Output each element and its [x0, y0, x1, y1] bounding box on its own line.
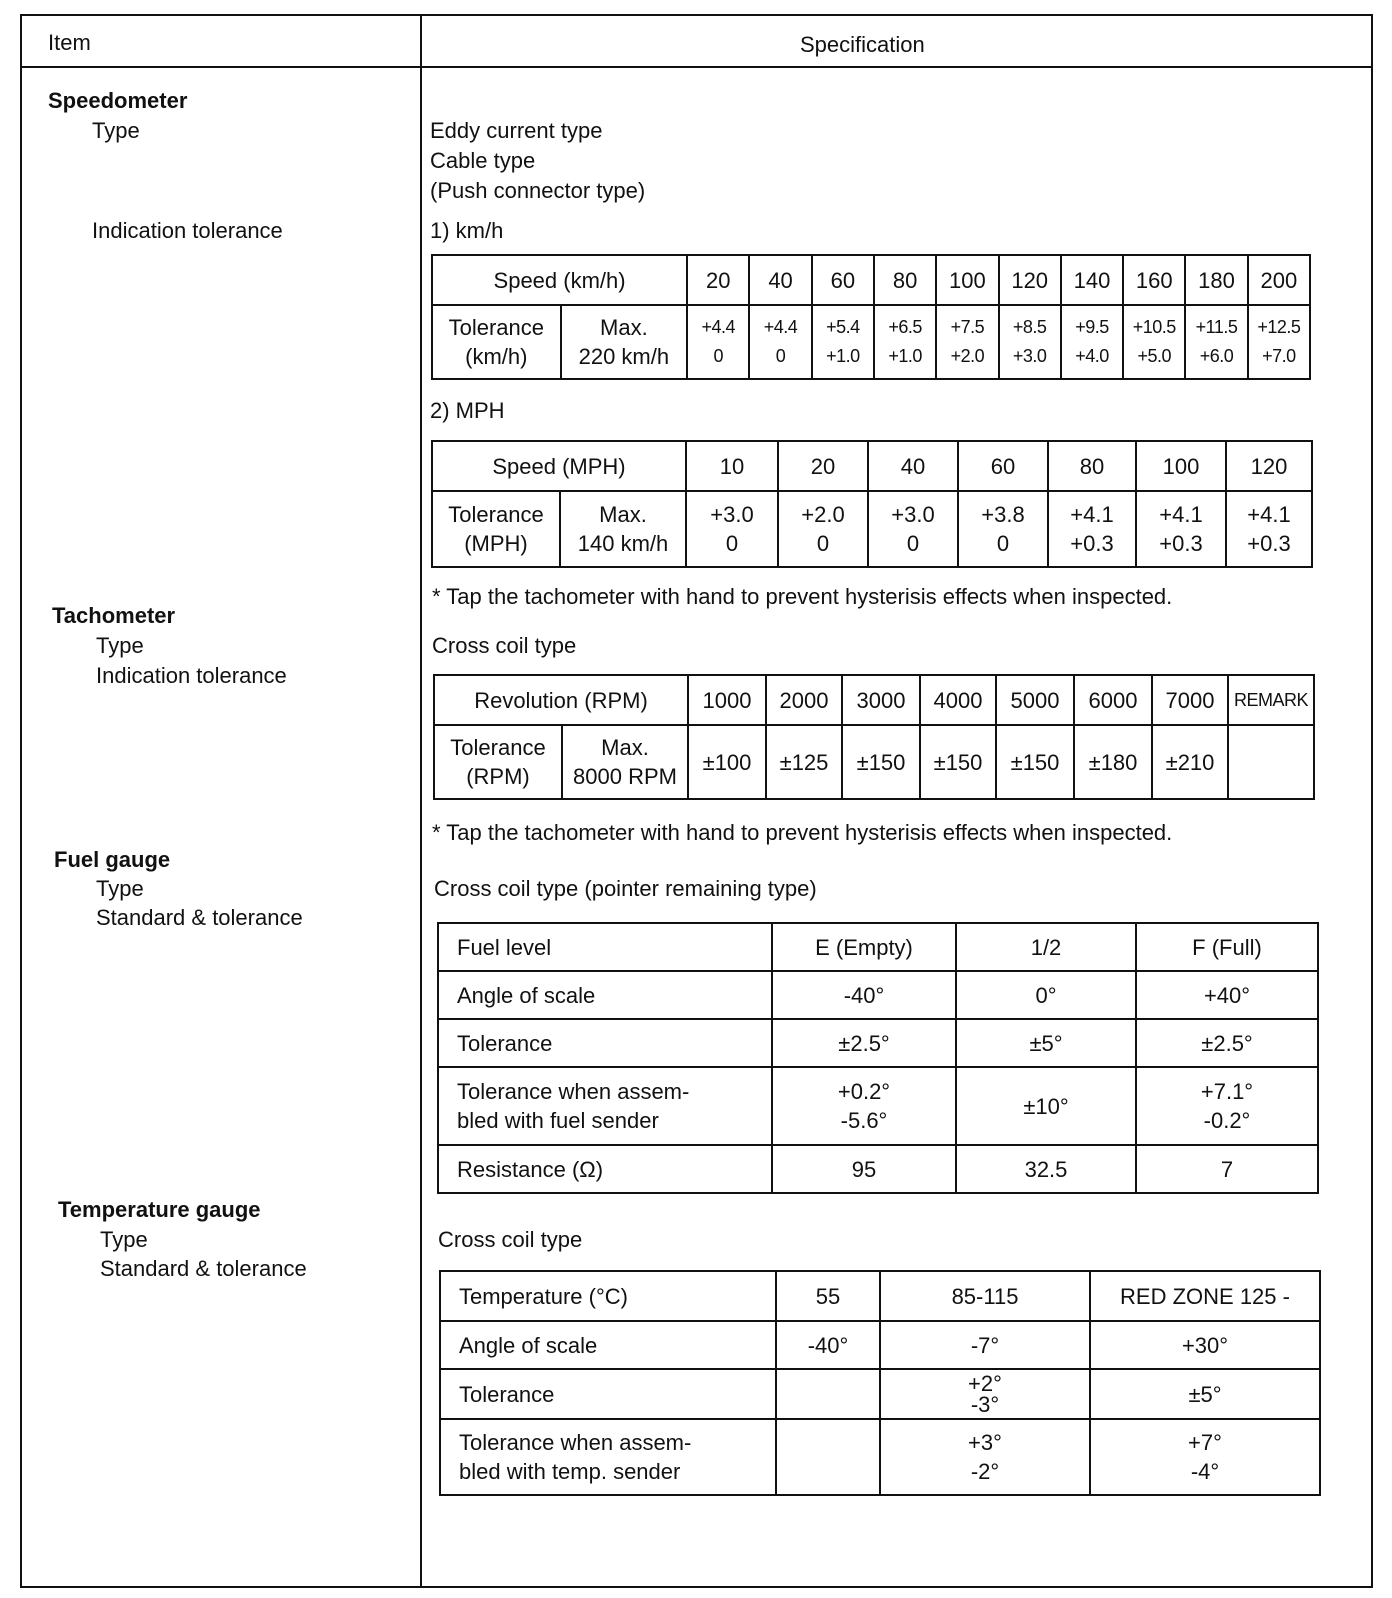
rpm-tolerance-cell: ±150: [920, 725, 996, 799]
fuel-level-cell: E (Empty): [772, 923, 956, 971]
kmh-speed-cell: 100: [936, 255, 998, 305]
kmh-heading: 1) km/h: [430, 218, 504, 243]
kmh-tolerance-cell: +7.5 +2.0: [936, 305, 998, 379]
fuel-resistance-row: [438, 1145, 1318, 1193]
mph-tolerance-cell: +3.0 0: [868, 491, 958, 567]
fuel-angle-cell: -40°: [772, 971, 956, 1019]
speedometer-type-value-1: Eddy current type: [430, 118, 603, 143]
fuel-tolerance-cell: ±5°: [956, 1019, 1136, 1067]
temperature-cell: RED ZONE 125 -: [1090, 1271, 1320, 1321]
fuel-assembled-row: [438, 1067, 1318, 1145]
temperature-gauge-standard-label: Standard & tolerance: [100, 1256, 307, 1281]
speedometer-note: * Tap the tachometer with hand to prevent hysterisis effects when inspected.: [432, 584, 1173, 609]
fuel-tolerance-cell: ±2.5°: [1136, 1019, 1318, 1067]
mph-max-label: Max. 140 km/h: [560, 491, 686, 567]
mph-tolerance-cell: +2.0 0: [778, 491, 868, 567]
kmh-tolerance-table: [431, 254, 1311, 380]
fuel-level-label: Fuel level: [438, 923, 772, 971]
kmh-speed-cell: 160: [1123, 255, 1185, 305]
temperature-cell: 55: [776, 1271, 880, 1321]
temp-assembled-label: Tolerance when assem- bled with temp. sender: [440, 1419, 776, 1495]
mph-speed-cell: 60: [958, 441, 1048, 491]
rpm-tolerance-cell: ±150: [842, 725, 920, 799]
rpm-cell: 4000: [920, 675, 996, 725]
fuel-gauge-table: [437, 922, 1319, 1194]
kmh-speed-cell: 140: [1061, 255, 1123, 305]
mph-tolerance-cell: +4.1 +0.3: [1136, 491, 1226, 567]
kmh-tolerance-cell: +6.5 +1.0: [874, 305, 936, 379]
fuel-tolerance-row: [438, 1019, 1318, 1067]
fuel-gauge-standard-label: Standard & tolerance: [96, 905, 303, 930]
temperature-cell: 85-115: [880, 1271, 1090, 1321]
mph-tolerance-row: [432, 491, 1312, 567]
kmh-tolerance-cell: +10.5 +5.0: [1123, 305, 1185, 379]
speedometer-title: Speedometer: [48, 88, 188, 113]
temperature-row: [440, 1271, 1320, 1321]
temp-tolerance-cell: [776, 1369, 880, 1419]
tachometer-note: * Tap the tachometer with hand to prevent hysterisis effects when inspected.: [432, 820, 1173, 845]
temp-tolerance-label: Tolerance: [440, 1369, 776, 1419]
fuel-angle-cell: +40°: [1136, 971, 1318, 1019]
kmh-tolerance-cell: +5.4 +1.0: [812, 305, 874, 379]
temperature-gauge-title: Temperature gauge: [58, 1197, 261, 1222]
temp-angle-row: [440, 1321, 1320, 1369]
temp-tolerance-row: [440, 1369, 1320, 1419]
rpm-tolerance-cell: ±210: [1152, 725, 1228, 799]
fuel-resistance-cell: 32.5: [956, 1145, 1136, 1193]
speedometer-type-value-2: Cable type: [430, 148, 536, 173]
rpm-label: Revolution (RPM): [434, 675, 688, 725]
fuel-gauge-title: Fuel gauge: [54, 847, 171, 872]
tachometer-type-value: Cross coil type: [432, 633, 577, 658]
fuel-resistance-cell: 95: [772, 1145, 956, 1193]
kmh-tolerance-cell: +8.5 +3.0: [999, 305, 1061, 379]
rpm-tolerance-cell: ±125: [766, 725, 842, 799]
mph-tolerance-cell: +4.1 +0.3: [1048, 491, 1136, 567]
remark-cell: [1228, 725, 1314, 799]
fuel-assembled-cell: +0.2° -5.6°: [772, 1067, 956, 1145]
mph-speed-cell: 40: [868, 441, 958, 491]
mph-tolerance-table: [431, 440, 1313, 568]
rpm-tolerance-cell: ±180: [1074, 725, 1152, 799]
mph-heading: 2) MPH: [430, 398, 505, 423]
item-column-header: Item: [48, 30, 91, 55]
kmh-max-label: Max. 220 km/h: [561, 305, 688, 379]
temp-tolerance-cell: +2° -3°: [880, 1369, 1090, 1419]
kmh-tolerance-cell: +4.4 0: [687, 305, 749, 379]
fuel-tolerance-label: Tolerance: [438, 1019, 772, 1067]
temperature-gauge-type-value: Cross coil type: [438, 1227, 583, 1252]
temp-angle-cell: +30°: [1090, 1321, 1320, 1369]
kmh-tolerance-cell: +4.4 0: [749, 305, 811, 379]
speedometer-tolerance-label: Indication tolerance: [92, 218, 283, 243]
temp-tolerance-cell: ±5°: [1090, 1369, 1320, 1419]
rpm-cell: 5000: [996, 675, 1074, 725]
kmh-tolerance-row: [432, 305, 1310, 379]
speedometer-type-value-3: (Push connector type): [430, 178, 646, 203]
rpm-cell: 2000: [766, 675, 842, 725]
fuel-resistance-cell: 7: [1136, 1145, 1318, 1193]
rpm-tolerance-label: Tolerance (RPM): [434, 725, 562, 799]
mph-speed-cell: 100: [1136, 441, 1226, 491]
temp-assembled-row: [440, 1419, 1320, 1495]
mph-tolerance-label: Tolerance (MPH): [432, 491, 560, 567]
kmh-tolerance-cell: +12.5 +7.0: [1248, 305, 1310, 379]
temp-assembled-cell: +3° -2°: [880, 1419, 1090, 1495]
mph-speed-cell: 20: [778, 441, 868, 491]
mph-tolerance-cell: +4.1 +0.3: [1226, 491, 1312, 567]
kmh-speed-cell: 40: [749, 255, 811, 305]
kmh-tolerance-cell: +9.5 +4.0: [1061, 305, 1123, 379]
fuel-resistance-label: Resistance (Ω): [438, 1145, 772, 1193]
fuel-tolerance-cell: ±2.5°: [772, 1019, 956, 1067]
fuel-assembled-cell: ±10°: [956, 1067, 1136, 1145]
temp-angle-cell: -40°: [776, 1321, 880, 1369]
tachometer-title: Tachometer: [52, 603, 176, 628]
mph-speed-label: Speed (MPH): [432, 441, 686, 491]
fuel-gauge-type-label: Type: [96, 876, 144, 901]
kmh-speed-row: [432, 255, 1310, 305]
kmh-speed-cell: 200: [1248, 255, 1310, 305]
temperature-label: Temperature (°C): [440, 1271, 776, 1321]
fuel-angle-row: [438, 971, 1318, 1019]
specification-column-header: Specification: [800, 32, 925, 57]
tachometer-type-label: Type: [96, 633, 144, 658]
rpm-tolerance-cell: ±150: [996, 725, 1074, 799]
mph-speed-row: [432, 441, 1312, 491]
temperature-gauge-table: [439, 1270, 1321, 1496]
fuel-gauge-type-value: Cross coil type (pointer remaining type): [434, 876, 817, 901]
mph-speed-cell: 120: [1226, 441, 1312, 491]
tachometer-tolerance-table: [433, 674, 1315, 800]
rpm-max-label: Max. 8000 RPM: [562, 725, 688, 799]
temp-assembled-cell: [776, 1419, 880, 1495]
rpm-row: [434, 675, 1314, 725]
rpm-cell: 6000: [1074, 675, 1152, 725]
kmh-speed-cell: 180: [1185, 255, 1247, 305]
rpm-tolerance-row: [434, 725, 1314, 799]
fuel-level-row: [438, 923, 1318, 971]
fuel-angle-cell: 0°: [956, 971, 1136, 1019]
kmh-speed-label: Speed (km/h): [432, 255, 687, 305]
temp-assembled-cell: +7° -4°: [1090, 1419, 1320, 1495]
column-divider: [420, 14, 422, 1588]
fuel-level-cell: 1/2: [956, 923, 1136, 971]
kmh-speed-cell: 60: [812, 255, 874, 305]
rpm-cell: 7000: [1152, 675, 1228, 725]
fuel-assembled-label: Tolerance when assem- bled with fuel sender: [438, 1067, 772, 1145]
mph-tolerance-cell: +3.0 0: [686, 491, 778, 567]
kmh-speed-cell: 20: [687, 255, 749, 305]
speedometer-type-label: Type: [92, 118, 140, 143]
rpm-cell: 1000: [688, 675, 766, 725]
temp-angle-cell: -7°: [880, 1321, 1090, 1369]
header-divider: [20, 66, 1373, 68]
kmh-speed-cell: 80: [874, 255, 936, 305]
kmh-tolerance-label: Tolerance (km/h): [432, 305, 561, 379]
kmh-speed-cell: 120: [999, 255, 1061, 305]
kmh-tolerance-cell: +11.5 +6.0: [1185, 305, 1247, 379]
mph-speed-cell: 10: [686, 441, 778, 491]
mph-speed-cell: 80: [1048, 441, 1136, 491]
tachometer-tolerance-label: Indication tolerance: [96, 663, 287, 688]
fuel-angle-label: Angle of scale: [438, 971, 772, 1019]
temp-angle-label: Angle of scale: [440, 1321, 776, 1369]
fuel-assembled-cell: +7.1° -0.2°: [1136, 1067, 1318, 1145]
remark-header: REMARK: [1228, 675, 1314, 725]
rpm-tolerance-cell: ±100: [688, 725, 766, 799]
rpm-cell: 3000: [842, 675, 920, 725]
fuel-level-cell: F (Full): [1136, 923, 1318, 971]
mph-tolerance-cell: +3.8 0: [958, 491, 1048, 567]
temperature-gauge-type-label: Type: [100, 1227, 148, 1252]
